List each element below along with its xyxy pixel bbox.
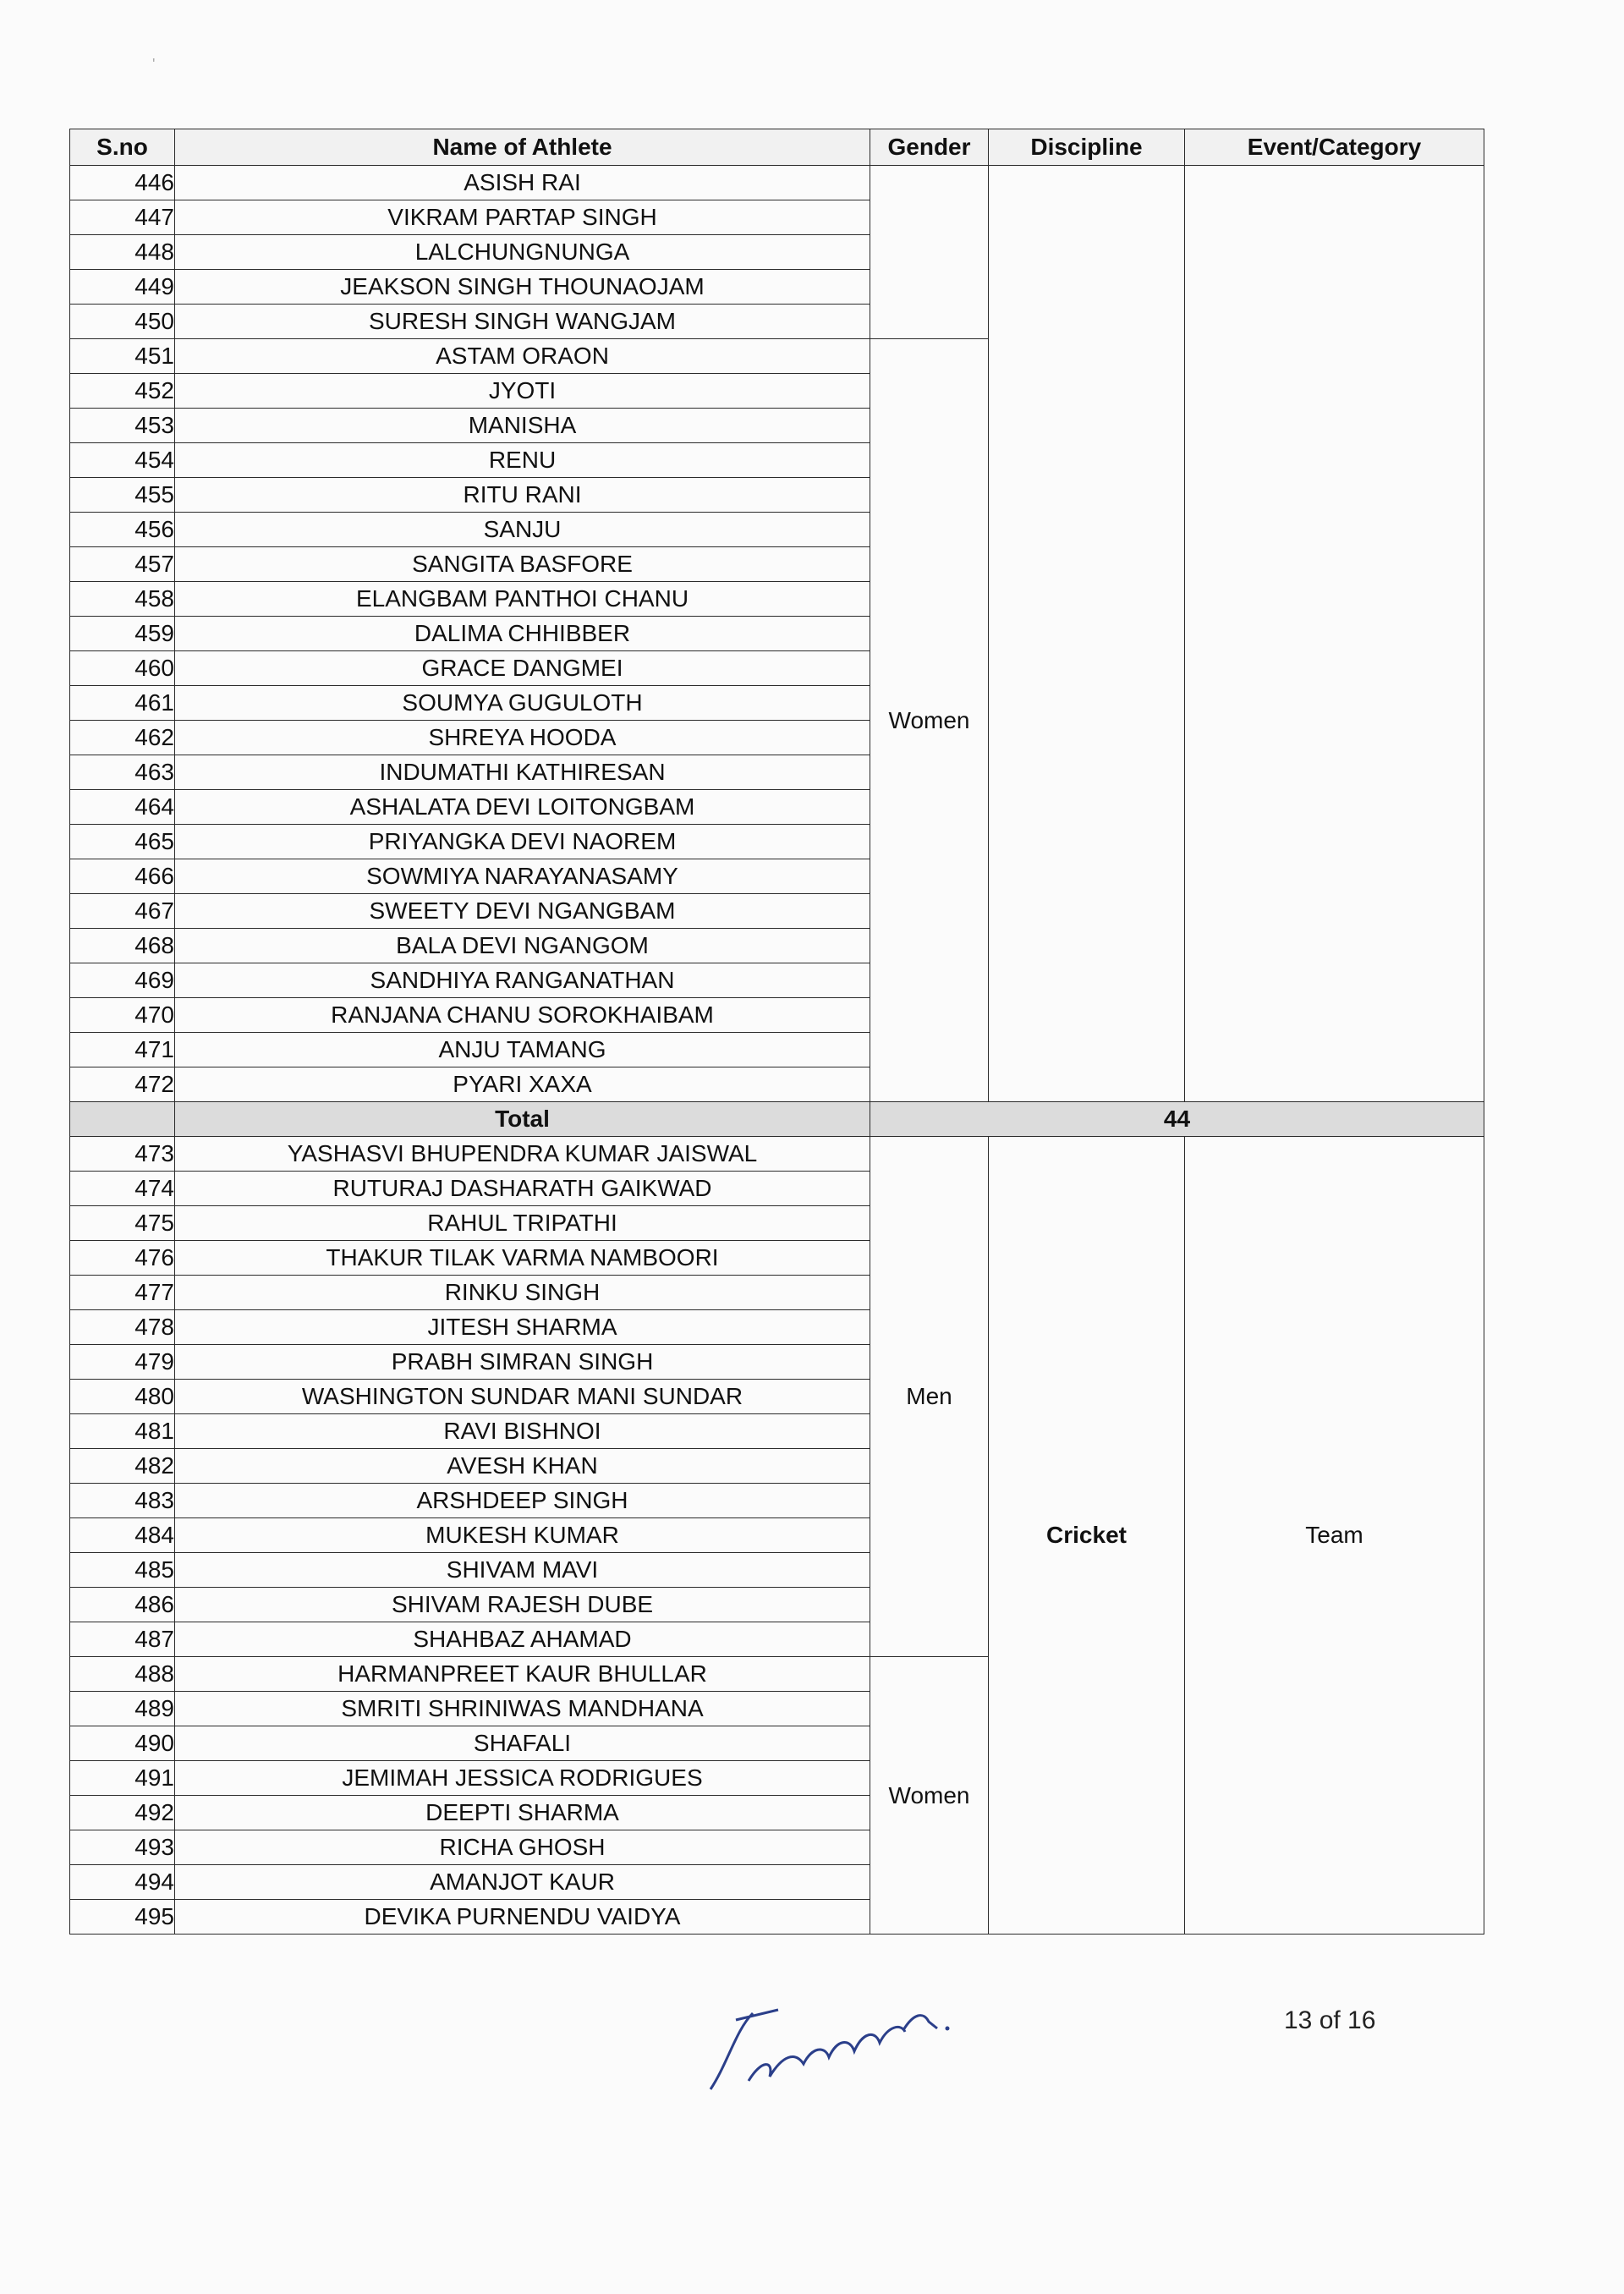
header-name: Name of Athlete [175,129,870,166]
table-row [70,1137,1484,1172]
row-sno: 447 [70,200,175,235]
header-row [70,129,1484,166]
row-athlete-name: AMANJOT KAUR [175,1865,870,1900]
row-sno: 485 [70,1553,175,1588]
row-athlete-name: SHAFALI [175,1726,870,1761]
table-body [70,166,1484,1935]
row-sno: 494 [70,1865,175,1900]
row-sno: 482 [70,1449,175,1484]
row-athlete-name: JEAKSON SINGH THOUNAOJAM [175,270,870,305]
header-discipline: Discipline [989,129,1185,166]
row-athlete-name: JYOTI [175,374,870,409]
row-sno: 463 [70,755,175,790]
row-athlete-name: SHREYA HOODA [175,721,870,755]
row-sno: 448 [70,235,175,270]
row-athlete-name: GRACE DANGMEI [175,651,870,686]
row-sno: 484 [70,1518,175,1553]
row-sno: 470 [70,998,175,1033]
row-sno: 488 [70,1657,175,1692]
row-sno: 495 [70,1900,175,1935]
table-row [70,166,1484,200]
row-athlete-name: PRABH SIMRAN SINGH [175,1345,870,1380]
row-athlete-name: YASHASVI BHUPENDRA KUMAR JAISWAL [175,1137,870,1172]
row-athlete-name: ASTAM ORAON [175,339,870,374]
row-sno: 467 [70,894,175,929]
row-sno: 480 [70,1380,175,1414]
athlete-table [69,129,1484,1935]
row-sno: 475 [70,1206,175,1241]
row-sno: 489 [70,1692,175,1726]
row-athlete-name: SURESH SINGH WANGJAM [175,305,870,339]
discipline-cell-blank [989,166,1185,1102]
row-sno: 453 [70,409,175,443]
row-sno: 476 [70,1241,175,1276]
row-athlete-name: ARSHDEEP SINGH [175,1484,870,1518]
row-sno: 472 [70,1067,175,1102]
row-sno: 481 [70,1414,175,1449]
row-sno: 479 [70,1345,175,1380]
row-athlete-name: ASHALATA DEVI LOITONGBAM [175,790,870,825]
row-athlete-name: WASHINGTON SUNDAR MANI SUNDAR [175,1380,870,1414]
row-athlete-name: DALIMA CHHIBBER [175,617,870,651]
row-athlete-name: BALA DEVI NGANGOM [175,929,870,963]
row-athlete-name: SHIVAM MAVI [175,1553,870,1588]
row-sno: 465 [70,825,175,859]
gender-cell-women: Women [870,1657,989,1935]
event-cell: Team [1185,1137,1484,1935]
row-sno: 487 [70,1622,175,1657]
row-athlete-name: RITU RANI [175,478,870,513]
row-sno: 461 [70,686,175,721]
row-sno: 491 [70,1761,175,1796]
row-athlete-name: RUTURAJ DASHARATH GAIKWAD [175,1172,870,1206]
row-athlete-name: ANJU TAMANG [175,1033,870,1067]
row-athlete-name: MUKESH KUMAR [175,1518,870,1553]
event-cell-blank [1185,166,1484,1102]
row-athlete-name: SWEETY DEVI NGANGBAM [175,894,870,929]
row-athlete-name: SMRITI SHRINIWAS MANDHANA [175,1692,870,1726]
row-athlete-name: RAVI BISHNOI [175,1414,870,1449]
row-sno: 492 [70,1796,175,1830]
row-athlete-name: SOUMYA GUGULOTH [175,686,870,721]
page-number: 13 of 16 [1284,2006,1376,2034]
row-sno: 493 [70,1830,175,1865]
row-athlete-name: SANDHIYA RANGANATHAN [175,963,870,998]
gender-cell-men: Men [870,1137,989,1657]
row-sno: 490 [70,1726,175,1761]
row-athlete-name: ASISH RAI [175,166,870,200]
row-athlete-name: SANGITA BASFORE [175,547,870,582]
row-sno: 454 [70,443,175,478]
row-sno: 446 [70,166,175,200]
header-sno: S.no [70,129,175,166]
row-athlete-name: INDUMATHI KATHIRESAN [175,755,870,790]
row-sno: 478 [70,1310,175,1345]
row-sno: 486 [70,1588,175,1622]
row-athlete-name: SANJU [175,513,870,547]
row-sno: 466 [70,859,175,894]
gender-cell-blank [870,166,989,339]
row-athlete-name: LALCHUNGNUNGA [175,235,870,270]
row-sno: 452 [70,374,175,409]
row-sno: 458 [70,582,175,617]
row-athlete-name: RINKU SINGH [175,1276,870,1310]
discipline-cell: Cricket [989,1137,1185,1935]
row-sno: 451 [70,339,175,374]
total-row [70,1102,1484,1137]
header-event: Event/Category [1185,129,1484,166]
row-athlete-name: AVESH KHAN [175,1449,870,1484]
row-sno: 450 [70,305,175,339]
row-sno: 449 [70,270,175,305]
scan-speck: ' [152,56,156,73]
gender-cell-women: Women [870,339,989,1102]
row-sno: 455 [70,478,175,513]
row-athlete-name: SHIVAM RAJESH DUBE [175,1588,870,1622]
row-sno: 483 [70,1484,175,1518]
row-athlete-name: RAHUL TRIPATHI [175,1206,870,1241]
row-athlete-name: RENU [175,443,870,478]
total-label: Total [175,1102,870,1137]
row-athlete-name: ELANGBAM PANTHOI CHANU [175,582,870,617]
row-athlete-name: JITESH SHARMA [175,1310,870,1345]
row-athlete-name: PRIYANGKA DEVI NAOREM [175,825,870,859]
row-sno: 471 [70,1033,175,1067]
row-athlete-name: SHAHBAZ AHAMAD [175,1622,870,1657]
row-athlete-name: JEMIMAH JESSICA RODRIGUES [175,1761,870,1796]
row-sno: 474 [70,1172,175,1206]
row-sno: 459 [70,617,175,651]
row-sno: 456 [70,513,175,547]
row-sno: 477 [70,1276,175,1310]
row-athlete-name: DEVIKA PURNENDU VAIDYA [175,1900,870,1935]
row-sno: 460 [70,651,175,686]
row-sno: 469 [70,963,175,998]
row-sno: 457 [70,547,175,582]
row-athlete-name: DEEPTI SHARMA [175,1796,870,1830]
row-sno: 462 [70,721,175,755]
row-sno: 464 [70,790,175,825]
row-athlete-name: THAKUR TILAK VARMA NAMBOORI [175,1241,870,1276]
row-sno: 468 [70,929,175,963]
signature [702,1979,956,2115]
row-athlete-name: HARMANPREET KAUR BHULLAR [175,1657,870,1692]
total-value: 44 [870,1102,1484,1137]
row-athlete-name: MANISHA [175,409,870,443]
header-gender: Gender [870,129,989,166]
row-athlete-name: SOWMIYA NARAYANASAMY [175,859,870,894]
row-sno: 473 [70,1137,175,1172]
row-athlete-name: VIKRAM PARTAP SINGH [175,200,870,235]
row-athlete-name: RICHA GHOSH [175,1830,870,1865]
row-athlete-name: PYARI XAXA [175,1067,870,1102]
row-athlete-name: RANJANA CHANU SOROKHAIBAM [175,998,870,1033]
total-blank [70,1102,175,1137]
